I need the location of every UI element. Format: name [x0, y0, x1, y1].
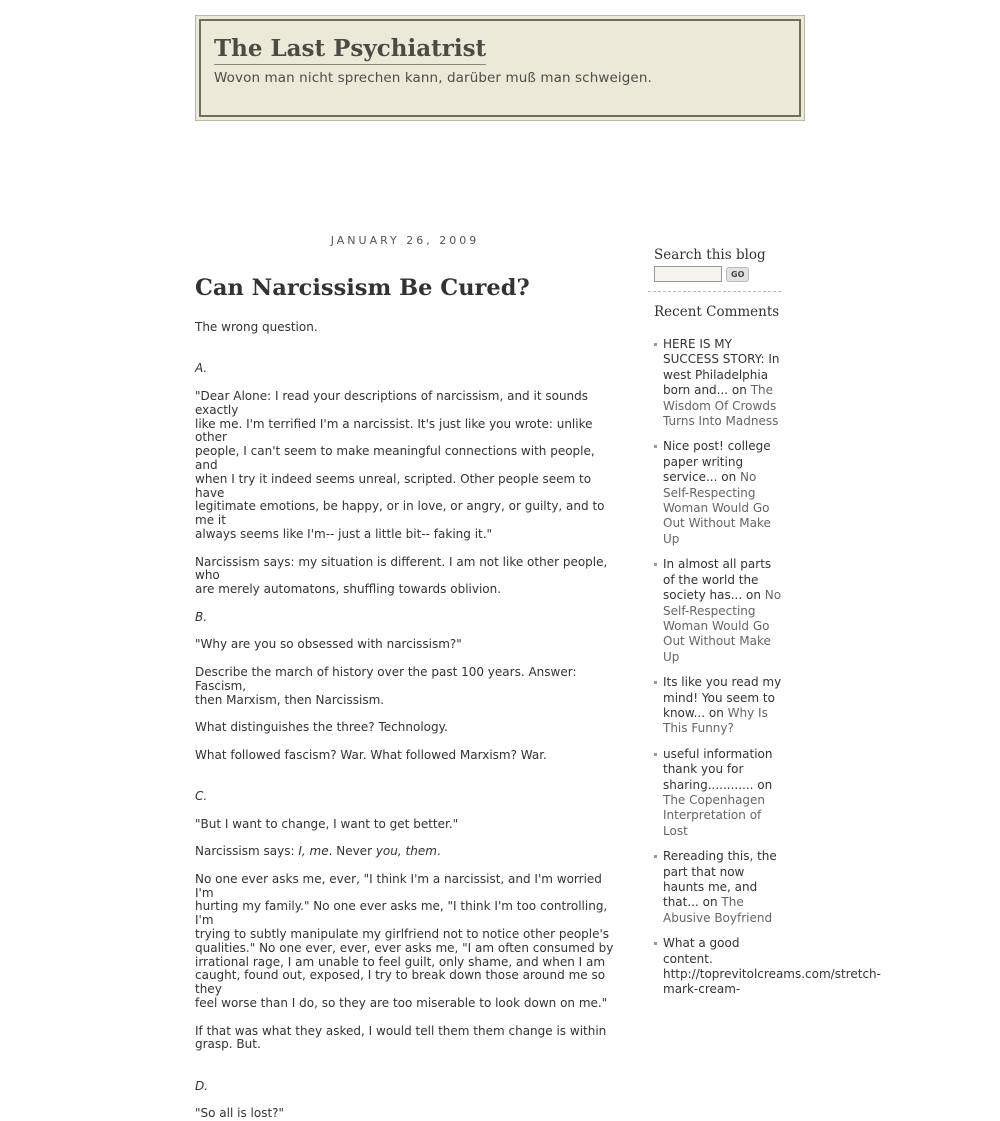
go-button[interactable]: GO	[726, 267, 749, 282]
comment-text: useful information thank you for sharing............ on	[663, 746, 773, 792]
comment-item	[654, 439, 782, 547]
comment-post-link[interactable]: No Self-Respecting Woman Would Go Out Without Make Up	[663, 470, 771, 546]
emphasis-text: you, them	[375, 844, 437, 859]
post-paragraph: If that was what they asked, I would tell them them change is within grasp. But.	[195, 1023, 607, 1052]
section-label-d: D.	[195, 1078, 209, 1093]
search-heading: Search this blog	[654, 247, 766, 263]
comment-text: In almost all parts of the world the society has... on	[663, 557, 772, 603]
post-paragraph	[195, 845, 615, 859]
section-label-a: A.	[195, 361, 208, 376]
search-input[interactable]	[654, 266, 722, 282]
recent-comments-list	[654, 337, 881, 1008]
comment-item	[654, 675, 782, 737]
section-label-c: C.	[195, 789, 208, 804]
post-paragraph: "Why are you so obsessed with narcissism?"	[195, 637, 462, 652]
blog-header	[195, 15, 805, 121]
search-row	[654, 266, 782, 282]
post-paragraph: The wrong question.	[195, 320, 318, 334]
post-paragraph: What followed fascism? War. What followed Marxism? War.	[195, 747, 547, 762]
comment-text: Rereading this, the part that now haunts me, and that... on	[663, 849, 777, 910]
post-paragraph: "But I want to change, I want to get better."	[195, 816, 459, 831]
post-title[interactable]: Can Narcissism Be Cured?	[195, 275, 530, 301]
text-fragment: Narcissism says:	[195, 844, 299, 859]
comment-text: What a good content. http://toprevitolcreams.com/stretch-mark-cream-	[663, 936, 881, 997]
blog-description: Wovon man nicht sprechen kann, darüber muß man schweigen.	[214, 70, 652, 86]
comment-text: HERE IS MY SUCCESS STORY: In west Philadelphia born and... on	[663, 337, 780, 398]
comment-post-link[interactable]: The Wisdom Of Crowds Turns Into Madness	[663, 383, 779, 429]
comment-post-link[interactable]: Why Is This Funny?	[663, 705, 768, 736]
post-body	[195, 321, 615, 1121]
comment-item	[654, 747, 782, 839]
post-paragraph: What distinguishes the three? Technology.	[195, 720, 448, 735]
date-header: JANUARY 26, 2009	[330, 234, 480, 247]
text-fragment: . Never	[328, 844, 376, 859]
section-label	[195, 790, 615, 804]
comment-post-link[interactable]: No Self-Respecting Woman Would Go Out Without Make Up	[663, 588, 782, 664]
blog-header-inner	[199, 19, 801, 117]
section-label	[195, 611, 615, 625]
blog-title-link[interactable]: The Last Psychiatrist	[214, 35, 486, 65]
recent-comments-heading: Recent Comments	[654, 304, 780, 320]
emphasis-text: I, me	[298, 844, 329, 859]
post-paragraph: No one ever asks me, ever, "I think I'm a narcissist, and I'm worried I'm hurting my family." No one ever asks me, "I think I'm too controlling, I'm trying to subtly manipulate my girlfriend not to notice other people's qualities." No one ever, ever, ever asks me, "I am often consumed by irrational rage, I am unable to feel guilt, only shame, and when I am caught, found out, exposed, I try to break down those around me so they feel worse than I do, so they are too miserable to look down on me."	[195, 871, 614, 1011]
post-paragraph: "So all is lost?"	[195, 1106, 285, 1121]
section-label	[195, 1080, 615, 1094]
text-fragment: .	[436, 844, 441, 859]
comment-item	[654, 557, 782, 665]
comment-text: Nice post! college paper writing service... on	[663, 439, 771, 485]
main-column	[195, 234, 615, 1121]
section-label	[195, 362, 615, 376]
post-paragraph: Narcissism says: my situation is different. I am not like other people, who are merely automatons, shuffling towards oblivion.	[195, 554, 608, 597]
comment-post-link[interactable]: The Abusive Boyfriend	[663, 895, 773, 925]
comment-post-link[interactable]: The Copenhagen Interpretation of Lost	[663, 792, 766, 838]
post-paragraph: "Dear Alone: I read your descriptions of narcissism, and it sounds exactly like me. I'm terrified I'm a narcissist. It's just like you wrote: unlike other people, I can't seem to make meaningful connections with people, and when I try it indeed seems unreal, scripted. Other people seem to have legitimate emotions, be happy, or in love, or angry, or guilty, and to me it always seems like I'm-- just a little bit-- faking it."	[195, 388, 605, 541]
comment-item	[654, 337, 782, 429]
comment-item	[654, 849, 782, 926]
search-widget	[654, 247, 782, 282]
post-paragraph: Describe the march of history over the past 100 years. Answer: Fascism, then Marxism, then Narcissism.	[195, 664, 577, 707]
comment-item	[654, 936, 881, 998]
section-label-b: B.	[195, 609, 208, 624]
comment-text: Its like you read my mind! You seem to know... on	[663, 675, 782, 720]
sidebar-divider	[648, 291, 781, 292]
